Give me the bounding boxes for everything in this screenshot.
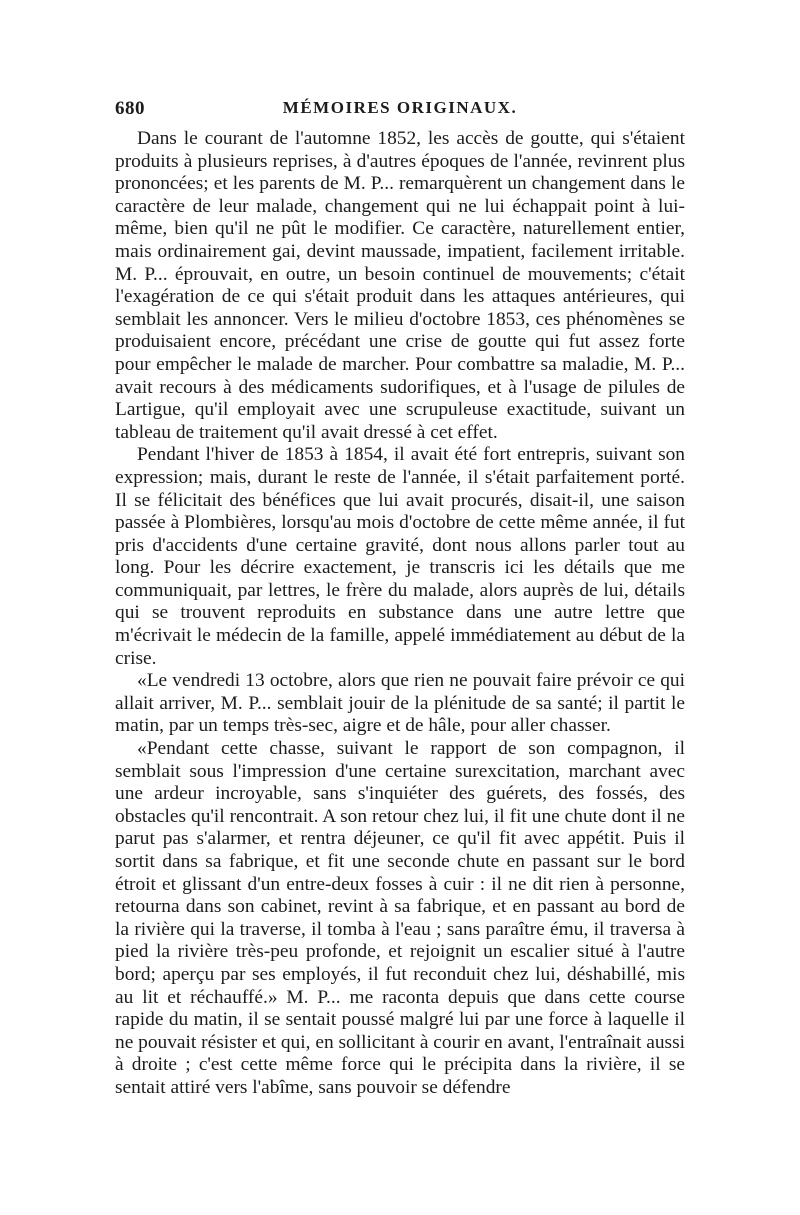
- page-header: [115, 98, 685, 128]
- paragraph: Dans le courant de l'automne 1852, les accès de goutte, qui s'étaient produits à plusieurs reprises, à d'autres époques de l'année, revinrent plus prononcées; et les parents de M. P... remarquèrent un changement dans le caractère de leur malade, changement qui ne lui échappait point à lui-même, bien qu'il ne pût le modifier. Ce caractère, naturellement entier, mais ordinairement gai, devint maussade, impatient, facilement irritable. M. P... éprouvait, en outre, un besoin continuel de mouvements; c'était l'exagération de ce qui s'était produit dans les attaques antérieures, qui semblait les annoncer. Vers le milieu d'octobre 1853, ces phénomènes se produisaient encore, précédant une crise de goutte qui fut assez forte pour empêcher le malade de marcher. Pour combattre sa maladie, M. P... avait recours à des médicaments sudorifiques, et à l'usage de pilules de Lartigue, qu'il employait avec une scrupuleuse exactitude, suivant un tableau de traitement qu'il avait dressé à cet effet.: [115, 128, 685, 443]
- paragraph: Pendant l'hiver de 1853 à 1854, il avait été fort entrepris, suivant son expression; mais, durant le reste de l'année, il s'était parfaitement porté. Il se félicitait des bénéfices que lui avait procurés, disait-il, une saison passée à Plombières, lorsqu'au mois d'octobre de cette même année, il fut pris d'accidents d'une certaine gravité, dont nous allons parler tout au long. Pour les décrire exactement, je transcris ici les détails que me communiquait, par lettres, le frère du malade, alors auprès de lui, détails qui se trouvent reproduits en substance dans une autre lettre que m'écrivait le médecin de la famille, appelé immédiatement au début de la crise.: [115, 444, 685, 669]
- paragraph: «Le vendredi 13 octobre, alors que rien ne pouvait faire prévoir ce qui allait arriver, M. P... semblait jouir de la plénitude de sa santé; il partit le matin, par un temps très-sec, aigre et de hâle, pour aller chasser.: [115, 670, 685, 737]
- body-text: [115, 128, 685, 1100]
- running-title: MÉMOIRES ORIGINAUX.: [282, 98, 518, 117]
- page-number: 680: [115, 98, 145, 119]
- paragraph: «Pendant cette chasse, suivant le rapport de son compagnon, il semblait sous l'impression d'une certaine surexcitation, marchant avec une ardeur incroyable, sans s'inquiéter des guérets, des fossés, des obstacles qu'il rencontrait. A son retour chez lui, il fit une chute dont il ne parut pas s'alarmer, et rentra déjeuner, ce qu'il fit avec appétit. Puis il sortit dans sa fabrique, et fit une seconde chute en passant sur le bord étroit et glissant d'un entre-deux fosses à cuir : il ne dit rien à personne, retourna dans son cabinet, revint à sa fabrique, et en passant au bord de la rivière qui la traverse, il tomba à l'eau ; sans paraître ému, il traversa à pied la rivière très-peu profonde, et rejoignit un escalier situé à l'autre bord; aperçu par ses employés, il fut reconduit chez lui, déshabillé, mis au lit et réchauffé.» M. P... me raconta depuis que dans cette course rapide du matin, il se sentait poussé malgré lui par une force à laquelle il ne pouvait résister et qui, en sollicitant à courir en avant, l'entraînait aussi à droite ; c'est cette même force qui le précipita dans la rivière, il se sentait attiré vers l'abîme, sans pouvoir se défendre: [115, 738, 685, 1098]
